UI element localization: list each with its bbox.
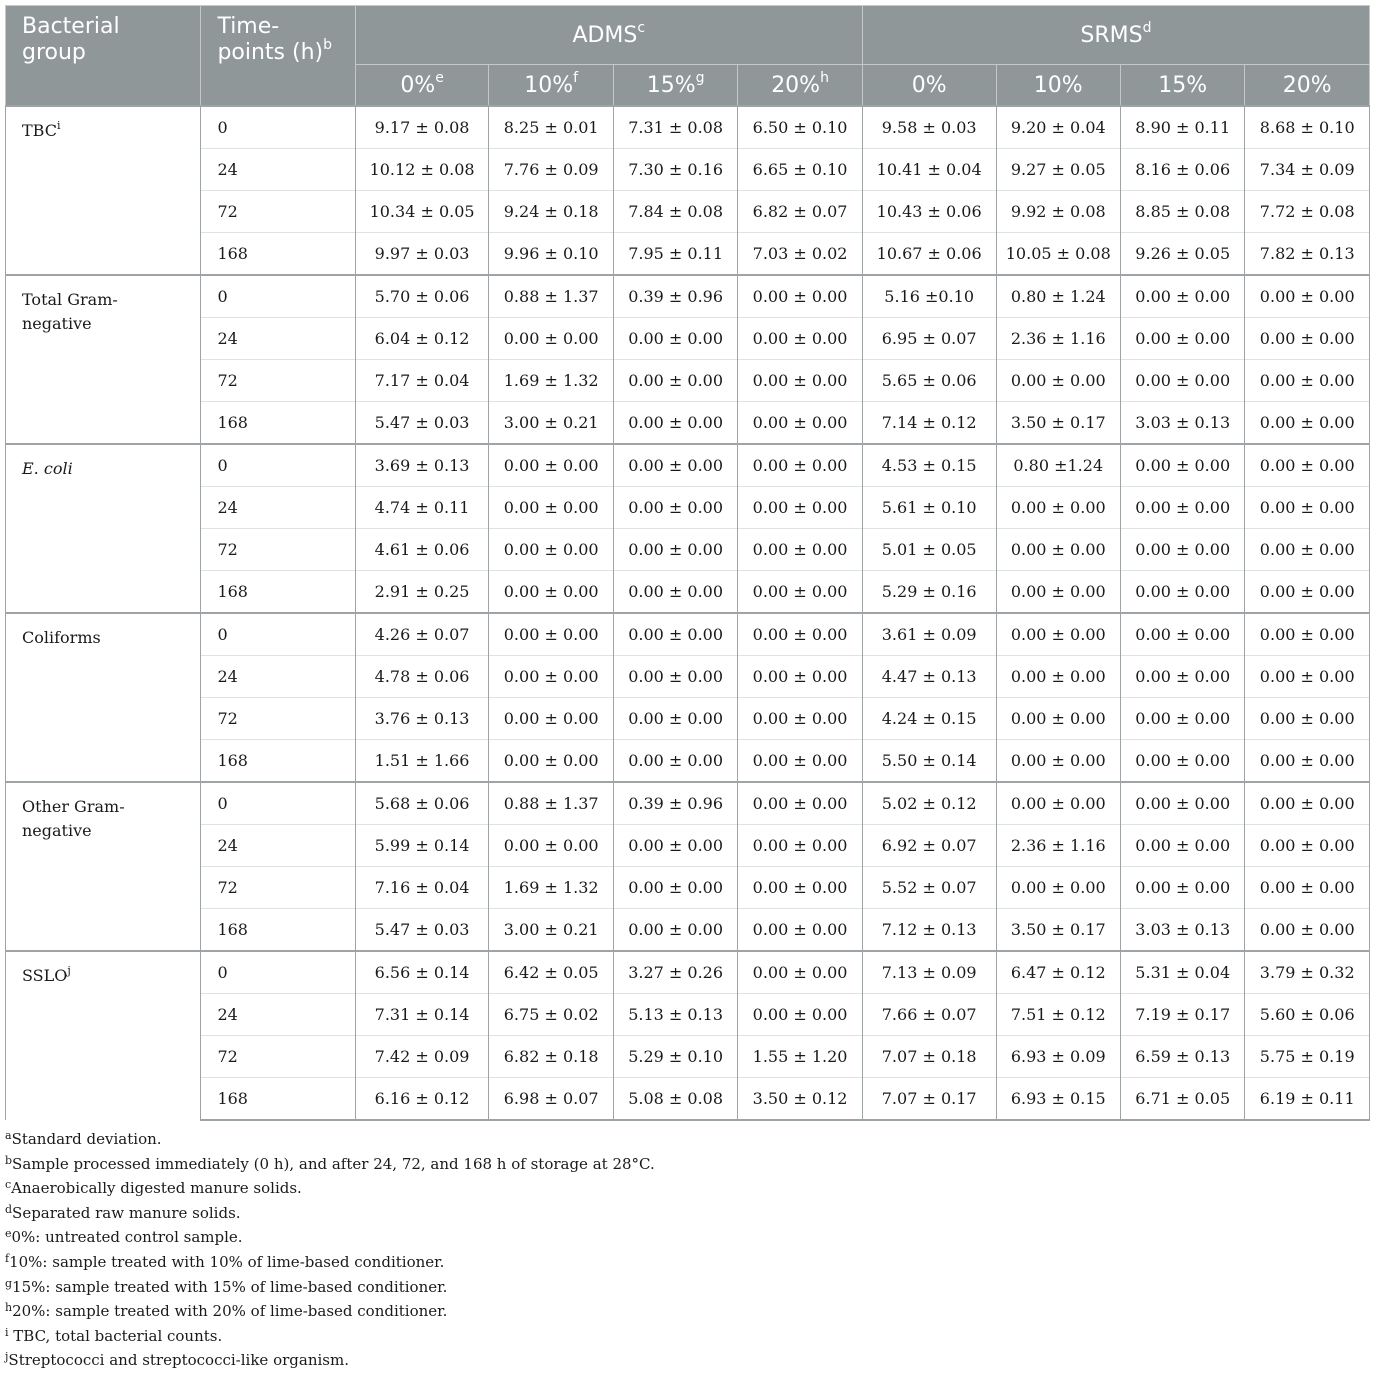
time-point-cell: 72 bbox=[201, 529, 355, 571]
group-name-cell: E. coli bbox=[6, 444, 201, 613]
time-point-cell: 72 bbox=[201, 867, 355, 909]
value-cell: 0.00 ± 0.00 bbox=[1120, 529, 1244, 571]
value-cell: 0.00 ± 0.00 bbox=[738, 275, 862, 318]
value-cell: 0.00 ± 0.00 bbox=[738, 360, 862, 402]
table-body bbox=[6, 106, 1370, 1120]
value-cell: 0.00 ± 0.00 bbox=[1120, 867, 1244, 909]
value-cell: 0.00 ± 0.00 bbox=[613, 318, 737, 360]
value-cell: 6.16 ± 0.12 bbox=[355, 1078, 489, 1121]
value-cell: 0.00 ± 0.00 bbox=[489, 487, 613, 529]
value-cell: 0.00 ± 0.00 bbox=[996, 740, 1120, 783]
value-cell: 0.00 ± 0.00 bbox=[1120, 740, 1244, 783]
value-cell: 6.93 ± 0.09 bbox=[996, 1036, 1120, 1078]
value-cell: 0.00 ± 0.00 bbox=[1245, 613, 1370, 656]
value-cell: 6.92 ± 0.07 bbox=[862, 825, 996, 867]
value-cell: 0.00 ± 0.00 bbox=[613, 825, 737, 867]
value-cell: 6.65 ± 0.10 bbox=[738, 149, 862, 191]
value-cell: 0.00 ± 0.00 bbox=[1245, 782, 1370, 825]
value-cell: 4.61 ± 0.06 bbox=[355, 529, 489, 571]
value-cell: 4.78 ± 0.06 bbox=[355, 656, 489, 698]
table-row bbox=[6, 994, 1370, 1036]
value-cell: 6.59 ± 0.13 bbox=[1120, 1036, 1244, 1078]
value-cell: 3.76 ± 0.13 bbox=[355, 698, 489, 740]
value-cell: 7.84 ± 0.08 bbox=[613, 191, 737, 233]
footnote: $^b$Sample processed immediately (0 h), and after 24, 72, and 168 h of storage at 28°C. bbox=[5, 1153, 655, 1173]
table-row bbox=[6, 571, 1370, 614]
value-cell: 0.00 ± 0.00 bbox=[489, 613, 613, 656]
value-cell: 0.00 ± 0.00 bbox=[738, 529, 862, 571]
value-cell: 7.31 ± 0.08 bbox=[613, 106, 737, 149]
value-cell: 7.12 ± 0.13 bbox=[862, 909, 996, 952]
table-row bbox=[6, 487, 1370, 529]
value-cell: 7.82 ± 0.13 bbox=[1245, 233, 1370, 276]
value-cell: 5.60 ± 0.06 bbox=[1245, 994, 1370, 1036]
value-cell: 0.00 ± 0.00 bbox=[489, 825, 613, 867]
value-cell: 0.00 ± 0.00 bbox=[996, 571, 1120, 614]
value-cell: 9.27 ± 0.05 bbox=[996, 149, 1120, 191]
time-point-cell: 0 bbox=[201, 951, 355, 994]
value-cell: 6.50 ± 0.10 bbox=[738, 106, 862, 149]
value-cell: 9.97 ± 0.03 bbox=[355, 233, 489, 276]
value-cell: 0.00 ± 0.00 bbox=[613, 867, 737, 909]
value-cell: 0.00 ± 0.00 bbox=[996, 782, 1120, 825]
group-name-cell: TBC$^i$ bbox=[6, 106, 201, 275]
value-cell: 5.29 ± 0.10 bbox=[613, 1036, 737, 1078]
footnote: $^g$15%: sample treated with 15% of lime-based conditioner. bbox=[5, 1276, 448, 1296]
value-cell: 7.72 ± 0.08 bbox=[1245, 191, 1370, 233]
value-cell: 0.00 ± 0.00 bbox=[489, 318, 613, 360]
header-adms-col-2: 15%$^g$ bbox=[613, 65, 737, 107]
value-cell: 0.00 ± 0.00 bbox=[738, 698, 862, 740]
table-row bbox=[6, 149, 1370, 191]
time-point-cell: 24 bbox=[201, 149, 355, 191]
table-row bbox=[6, 1036, 1370, 1078]
value-cell: 0.00 ± 0.00 bbox=[996, 487, 1120, 529]
value-cell: 6.82 ± 0.18 bbox=[489, 1036, 613, 1078]
value-cell: 6.82 ± 0.07 bbox=[738, 191, 862, 233]
value-cell: 6.71 ± 0.05 bbox=[1120, 1078, 1244, 1121]
table-row bbox=[6, 275, 1370, 318]
value-cell: 7.30 ± 0.16 bbox=[613, 149, 737, 191]
value-cell: 10.43 ± 0.06 bbox=[862, 191, 996, 233]
value-cell: 5.65 ± 0.06 bbox=[862, 360, 996, 402]
value-cell: 7.14 ± 0.12 bbox=[862, 402, 996, 445]
table-row bbox=[6, 698, 1370, 740]
value-cell: 3.61 ± 0.09 bbox=[862, 613, 996, 656]
value-cell: 1.69 ± 1.32 bbox=[489, 867, 613, 909]
value-cell: 9.92 ± 0.08 bbox=[996, 191, 1120, 233]
value-cell: 0.00 ± 0.00 bbox=[1245, 571, 1370, 614]
header-adms-col-3: 20%$^h$ bbox=[738, 65, 862, 107]
time-point-cell: 0 bbox=[201, 444, 355, 487]
value-cell: 3.00 ± 0.21 bbox=[489, 909, 613, 952]
value-cell: 0.00 ± 0.00 bbox=[1245, 444, 1370, 487]
value-cell: 0.00 ± 0.00 bbox=[738, 867, 862, 909]
table-row bbox=[6, 909, 1370, 952]
value-cell: 0.00 ± 0.00 bbox=[489, 529, 613, 571]
group-name-cell: Other Gram-negative bbox=[6, 782, 201, 951]
value-cell: 6.93 ± 0.15 bbox=[996, 1078, 1120, 1121]
value-cell: 0.00 ± 0.00 bbox=[489, 698, 613, 740]
value-cell: 7.03 ± 0.02 bbox=[738, 233, 862, 276]
value-cell: 3.00 ± 0.21 bbox=[489, 402, 613, 445]
value-cell: 9.24 ± 0.18 bbox=[489, 191, 613, 233]
value-cell: 0.00 ± 0.00 bbox=[489, 740, 613, 783]
value-cell: 5.52 ± 0.07 bbox=[862, 867, 996, 909]
value-cell: 6.47 ± 0.12 bbox=[996, 951, 1120, 994]
value-cell: 0.00 ± 0.00 bbox=[613, 360, 737, 402]
table-row bbox=[6, 740, 1370, 783]
value-cell: 0.00 ± 0.00 bbox=[613, 909, 737, 952]
value-cell: 6.98 ± 0.07 bbox=[489, 1078, 613, 1121]
time-point-cell: 0 bbox=[201, 106, 355, 149]
value-cell: 2.36 ± 1.16 bbox=[996, 825, 1120, 867]
value-cell: 0.00 ± 0.00 bbox=[1245, 909, 1370, 952]
header-bacterial-group: Bacterial group bbox=[6, 6, 201, 107]
time-point-cell: 168 bbox=[201, 909, 355, 952]
value-cell: 0.00 ± 0.00 bbox=[996, 867, 1120, 909]
value-cell: 10.05 ± 0.08 bbox=[996, 233, 1120, 276]
value-cell: 0.00 ± 0.00 bbox=[996, 656, 1120, 698]
value-cell: 0.00 ± 0.00 bbox=[613, 402, 737, 445]
value-cell: 0.00 ± 0.00 bbox=[1245, 825, 1370, 867]
footnote: $^a$Standard deviation. bbox=[5, 1129, 162, 1148]
value-cell: 3.03 ± 0.13 bbox=[1120, 402, 1244, 445]
value-cell: 0.00 ± 0.00 bbox=[1120, 444, 1244, 487]
value-cell: 0.00 ± 0.00 bbox=[1245, 275, 1370, 318]
header-adms-col-1: 10%$^f$ bbox=[489, 65, 613, 107]
value-cell: 3.79 ± 0.32 bbox=[1245, 951, 1370, 994]
value-cell: 3.27 ± 0.26 bbox=[613, 951, 737, 994]
group-name-cell: Total Gram-negative bbox=[6, 275, 201, 444]
value-cell: 0.00 ± 0.00 bbox=[613, 487, 737, 529]
value-cell: 0.00 ± 0.00 bbox=[1245, 529, 1370, 571]
table-row bbox=[6, 444, 1370, 487]
table-row bbox=[6, 656, 1370, 698]
value-cell: 0.00 ± 0.00 bbox=[738, 782, 862, 825]
value-cell: 7.16 ± 0.04 bbox=[355, 867, 489, 909]
value-cell: 7.66 ± 0.07 bbox=[862, 994, 996, 1036]
table-container bbox=[5, 5, 1370, 1373]
table-row bbox=[6, 867, 1370, 909]
value-cell: 7.51 ± 0.12 bbox=[996, 994, 1120, 1036]
value-cell: 4.74 ± 0.11 bbox=[355, 487, 489, 529]
value-cell: 5.50 ± 0.14 bbox=[862, 740, 996, 783]
value-cell: 0.80 ±1.24 bbox=[996, 444, 1120, 487]
value-cell: 0.00 ± 0.00 bbox=[1120, 360, 1244, 402]
value-cell: 0.00 ± 0.00 bbox=[1120, 275, 1244, 318]
value-cell: 5.29 ± 0.16 bbox=[862, 571, 996, 614]
value-cell: 0.00 ± 0.00 bbox=[996, 529, 1120, 571]
header-time-points: Time-points $(h)^b$ bbox=[201, 6, 355, 107]
time-point-cell: 24 bbox=[201, 487, 355, 529]
footnote: $^e$0%: untreated control sample. bbox=[5, 1227, 243, 1247]
table-row bbox=[6, 318, 1370, 360]
value-cell: 3.50 ± 0.17 bbox=[996, 402, 1120, 445]
footnote: $^h$20%: sample treated with 20% of lime-based conditioner. bbox=[5, 1301, 448, 1321]
value-cell: 8.68 ± 0.10 bbox=[1245, 106, 1370, 149]
value-cell: 7.17 ± 0.04 bbox=[355, 360, 489, 402]
value-cell: 9.20 ± 0.04 bbox=[996, 106, 1120, 149]
value-cell: 0.00 ± 0.00 bbox=[1245, 740, 1370, 783]
value-cell: 8.85 ± 0.08 bbox=[1120, 191, 1244, 233]
value-cell: 8.16 ± 0.06 bbox=[1120, 149, 1244, 191]
value-cell: 1.51 ± 1.66 bbox=[355, 740, 489, 783]
value-cell: 0.00 ± 0.00 bbox=[738, 444, 862, 487]
value-cell: 7.76 ± 0.09 bbox=[489, 149, 613, 191]
table-row bbox=[6, 233, 1370, 276]
value-cell: 6.75 ± 0.02 bbox=[489, 994, 613, 1036]
value-cell: 5.70 ± 0.06 bbox=[355, 275, 489, 318]
value-cell: 5.99 ± 0.14 bbox=[355, 825, 489, 867]
table-header bbox=[6, 6, 1370, 107]
footnotes bbox=[5, 1127, 1370, 1373]
time-point-cell: 72 bbox=[201, 191, 355, 233]
value-cell: 0.00 ± 0.00 bbox=[738, 825, 862, 867]
value-cell: 5.68 ± 0.06 bbox=[355, 782, 489, 825]
table-row bbox=[6, 951, 1370, 994]
value-cell: 0.00 ± 0.00 bbox=[1120, 698, 1244, 740]
table-row bbox=[6, 106, 1370, 149]
value-cell: 2.91 ± 0.25 bbox=[355, 571, 489, 614]
value-cell: 0.00 ± 0.00 bbox=[996, 698, 1120, 740]
value-cell: 0.00 ± 0.00 bbox=[613, 529, 737, 571]
value-cell: 8.25 ± 0.01 bbox=[489, 106, 613, 149]
value-cell: 10.41 ± 0.04 bbox=[862, 149, 996, 191]
footnote: $^d$Separated raw manure solids. bbox=[5, 1202, 241, 1222]
group-name-cell: SSLO$^j$ bbox=[6, 951, 201, 1120]
value-cell: 10.12 ± 0.08 bbox=[355, 149, 489, 191]
value-cell: 0.00 ± 0.00 bbox=[738, 487, 862, 529]
value-cell: 9.17 ± 0.08 bbox=[355, 106, 489, 149]
value-cell: 0.00 ± 0.00 bbox=[738, 402, 862, 445]
value-cell: 0.00 ± 0.00 bbox=[613, 656, 737, 698]
value-cell: 7.07 ± 0.17 bbox=[862, 1078, 996, 1121]
value-cell: 0.88 ± 1.37 bbox=[489, 275, 613, 318]
value-cell: 7.13 ± 0.09 bbox=[862, 951, 996, 994]
table-row bbox=[6, 782, 1370, 825]
value-cell: 0.00 ± 0.00 bbox=[738, 994, 862, 1036]
time-point-cell: 168 bbox=[201, 233, 355, 276]
value-cell: 0.00 ± 0.00 bbox=[1245, 867, 1370, 909]
value-cell: 0.00 ± 0.00 bbox=[613, 740, 737, 783]
value-cell: 0.00 ± 0.00 bbox=[613, 571, 737, 614]
value-cell: 0.00 ± 0.00 bbox=[996, 613, 1120, 656]
value-cell: 0.00 ± 0.00 bbox=[738, 740, 862, 783]
value-cell: 6.95 ± 0.07 bbox=[862, 318, 996, 360]
value-cell: 9.58 ± 0.03 bbox=[862, 106, 996, 149]
footnote: $^c$Anaerobically digested manure solids. bbox=[5, 1178, 302, 1198]
time-point-cell: 24 bbox=[201, 656, 355, 698]
value-cell: 6.42 ± 0.05 bbox=[489, 951, 613, 994]
value-cell: 3.50 ± 0.12 bbox=[738, 1078, 862, 1121]
header-srms-col-2: 15% bbox=[1120, 65, 1244, 107]
value-cell: 3.50 ± 0.17 bbox=[996, 909, 1120, 952]
value-cell: 0.00 ± 0.00 bbox=[1245, 318, 1370, 360]
value-cell: 3.69 ± 0.13 bbox=[355, 444, 489, 487]
value-cell: 5.31 ± 0.04 bbox=[1120, 951, 1244, 994]
value-cell: 7.19 ± 0.17 bbox=[1120, 994, 1244, 1036]
value-cell: 0.00 ± 0.00 bbox=[613, 444, 737, 487]
value-cell: 10.67 ± 0.06 bbox=[862, 233, 996, 276]
table-row bbox=[6, 1078, 1370, 1121]
value-cell: 1.55 ± 1.20 bbox=[738, 1036, 862, 1078]
value-cell: 0.00 ± 0.00 bbox=[1120, 825, 1244, 867]
time-point-cell: 168 bbox=[201, 740, 355, 783]
value-cell: 0.00 ± 0.00 bbox=[489, 444, 613, 487]
value-cell: 0.00 ± 0.00 bbox=[1245, 698, 1370, 740]
value-cell: 7.31 ± 0.14 bbox=[355, 994, 489, 1036]
time-point-cell: 24 bbox=[201, 318, 355, 360]
table-row bbox=[6, 529, 1370, 571]
value-cell: 5.13 ± 0.13 bbox=[613, 994, 737, 1036]
value-cell: 6.19 ± 0.11 bbox=[1245, 1078, 1370, 1121]
table-row bbox=[6, 360, 1370, 402]
value-cell: 0.00 ± 0.00 bbox=[996, 360, 1120, 402]
time-point-cell: 168 bbox=[201, 1078, 355, 1121]
time-point-cell: 24 bbox=[201, 825, 355, 867]
value-cell: 0.00 ± 0.00 bbox=[613, 613, 737, 656]
value-cell: 5.61 ± 0.10 bbox=[862, 487, 996, 529]
value-cell: 7.95 ± 0.11 bbox=[613, 233, 737, 276]
value-cell: 5.08 ± 0.08 bbox=[613, 1078, 737, 1121]
time-point-cell: 0 bbox=[201, 275, 355, 318]
value-cell: 0.00 ± 0.00 bbox=[489, 656, 613, 698]
value-cell: 6.04 ± 0.12 bbox=[355, 318, 489, 360]
header-adms: ADMS$^c$ bbox=[355, 6, 862, 65]
time-point-cell: 72 bbox=[201, 360, 355, 402]
value-cell: 5.02 ± 0.12 bbox=[862, 782, 996, 825]
value-cell: 0.80 ± 1.24 bbox=[996, 275, 1120, 318]
value-cell: 0.00 ± 0.00 bbox=[1245, 656, 1370, 698]
value-cell: 0.00 ± 0.00 bbox=[738, 909, 862, 952]
value-cell: 5.47 ± 0.03 bbox=[355, 909, 489, 952]
header-adms-col-0: 0%$^e$ bbox=[355, 65, 489, 107]
value-cell: 4.47 ± 0.13 bbox=[862, 656, 996, 698]
value-cell: 0.00 ± 0.00 bbox=[1120, 613, 1244, 656]
value-cell: 0.00 ± 0.00 bbox=[1245, 487, 1370, 529]
footnote: $^f$10%: sample treated with 10% of lime-based conditioner. bbox=[5, 1251, 445, 1271]
time-point-cell: 0 bbox=[201, 782, 355, 825]
value-cell: 6.56 ± 0.14 bbox=[355, 951, 489, 994]
time-point-cell: 72 bbox=[201, 1036, 355, 1078]
value-cell: 0.00 ± 0.00 bbox=[1120, 318, 1244, 360]
time-point-cell: 168 bbox=[201, 571, 355, 614]
value-cell: 0.00 ± 0.00 bbox=[738, 318, 862, 360]
group-name-cell: Coliforms bbox=[6, 613, 201, 782]
value-cell: 5.16 ±0.10 bbox=[862, 275, 996, 318]
value-cell: 0.39 ± 0.96 bbox=[613, 782, 737, 825]
header-srms-col-1: 10% bbox=[996, 65, 1120, 107]
value-cell: 7.42 ± 0.09 bbox=[355, 1036, 489, 1078]
value-cell: 1.69 ± 1.32 bbox=[489, 360, 613, 402]
value-cell: 4.26 ± 0.07 bbox=[355, 613, 489, 656]
value-cell: 0.00 ± 0.00 bbox=[738, 571, 862, 614]
value-cell: 0.00 ± 0.00 bbox=[1120, 571, 1244, 614]
table-row bbox=[6, 191, 1370, 233]
value-cell: 0.00 ± 0.00 bbox=[1245, 402, 1370, 445]
value-cell: 0.00 ± 0.00 bbox=[738, 951, 862, 994]
value-cell: 5.75 ± 0.19 bbox=[1245, 1036, 1370, 1078]
value-cell: 0.88 ± 1.37 bbox=[489, 782, 613, 825]
value-cell: 0.00 ± 0.00 bbox=[1120, 656, 1244, 698]
value-cell: 7.34 ± 0.09 bbox=[1245, 149, 1370, 191]
footnote: $^j$Streptococci and streptococci-like organism. bbox=[5, 1350, 349, 1370]
value-cell: 0.00 ± 0.00 bbox=[1120, 487, 1244, 529]
value-cell: 8.90 ± 0.11 bbox=[1120, 106, 1244, 149]
time-point-cell: 0 bbox=[201, 613, 355, 656]
value-cell: 4.53 ± 0.15 bbox=[862, 444, 996, 487]
header-srms-col-0: 0% bbox=[862, 65, 996, 107]
value-cell: 9.96 ± 0.10 bbox=[489, 233, 613, 276]
value-cell: 0.00 ± 0.00 bbox=[1245, 360, 1370, 402]
footnote: $^i$ TBC, total bacterial counts. bbox=[5, 1325, 223, 1345]
value-cell: 0.00 ± 0.00 bbox=[738, 613, 862, 656]
value-cell: 9.26 ± 0.05 bbox=[1120, 233, 1244, 276]
value-cell: 3.03 ± 0.13 bbox=[1120, 909, 1244, 952]
time-point-cell: 72 bbox=[201, 698, 355, 740]
table-row bbox=[6, 825, 1370, 867]
value-cell: 2.36 ± 1.16 bbox=[996, 318, 1120, 360]
value-cell: 0.00 ± 0.00 bbox=[738, 656, 862, 698]
value-cell: 5.01 ± 0.05 bbox=[862, 529, 996, 571]
table-row bbox=[6, 613, 1370, 656]
bacterial-counts-table bbox=[5, 5, 1370, 1121]
time-point-cell: 168 bbox=[201, 402, 355, 445]
value-cell: 0.00 ± 0.00 bbox=[489, 571, 613, 614]
time-point-cell: 24 bbox=[201, 994, 355, 1036]
value-cell: 10.34 ± 0.05 bbox=[355, 191, 489, 233]
value-cell: 0.00 ± 0.00 bbox=[613, 698, 737, 740]
value-cell: 4.24 ± 0.15 bbox=[862, 698, 996, 740]
value-cell: 5.47 ± 0.03 bbox=[355, 402, 489, 445]
value-cell: 0.00 ± 0.00 bbox=[1120, 782, 1244, 825]
header-srms-col-3: 20% bbox=[1245, 65, 1370, 107]
table-row bbox=[6, 402, 1370, 445]
value-cell: 0.39 ± 0.96 bbox=[613, 275, 737, 318]
header-srms: SRMS$^d$ bbox=[862, 6, 1369, 65]
value-cell: 7.07 ± 0.18 bbox=[862, 1036, 996, 1078]
